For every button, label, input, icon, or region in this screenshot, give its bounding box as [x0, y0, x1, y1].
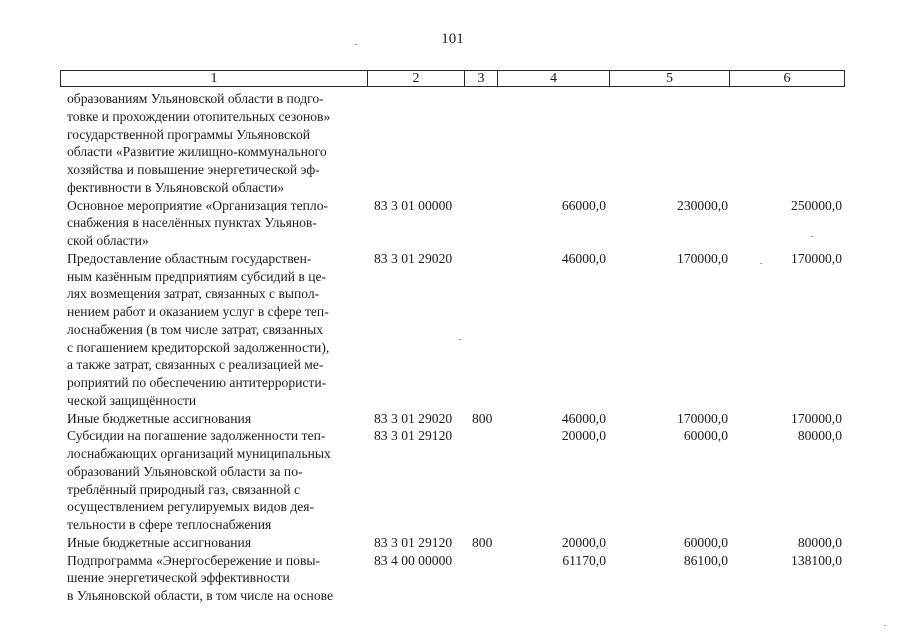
description-line: роприятий по обеспечению антитеррористи- — [67, 375, 327, 390]
description-line: лоснабжающих организаций муниципальных — [67, 446, 331, 461]
scan-speck — [459, 339, 461, 340]
row-value-col-6: 138100,0 — [791, 552, 842, 568]
row-description — [67, 90, 363, 197]
row-code: 83 3 01 29020 — [374, 410, 453, 426]
row-value-col-5: 170000,0 — [677, 250, 728, 266]
description-line: товке и прохождении отопительных сезонов» — [67, 108, 331, 124]
description-line: с погашением кредиторской задолженности), — [67, 339, 330, 355]
description-line: ской области» — [67, 233, 149, 248]
row-value-col-4: 61170,0 — [562, 552, 606, 568]
page-number: 101 — [441, 31, 464, 47]
row-value-col-6: 250000,0 — [791, 197, 842, 213]
description-line: а также затрат, связанных с реализацией ме- — [67, 357, 324, 373]
row-value-col-5: 170000,0 — [677, 410, 728, 426]
description-line: Иные бюджетные ассигнования — [67, 534, 252, 550]
row-code: 83 3 01 00000 — [374, 197, 453, 213]
row-description — [67, 534, 363, 552]
header-cell-col-2: 2 — [367, 71, 464, 86]
header-cell-col-3: 3 — [464, 71, 497, 86]
row-code: 83 3 01 29120 — [374, 428, 453, 444]
row-value-col-6: 170000,0 — [791, 250, 842, 266]
row-value-col-4: 46000,0 — [561, 410, 606, 426]
row-code: 83 3 01 29120 — [374, 534, 453, 550]
description-line: Основное мероприятие «Организация тепло- — [67, 197, 329, 213]
scan-speck — [355, 44, 357, 45]
row-value-col-5: 86100,0 — [683, 552, 728, 568]
description-line: Субсидии на погашение задолженности теп- — [67, 428, 326, 444]
description-line: шение энергетической эффективности — [67, 570, 290, 586]
row-value-col-6: 170000,0 — [791, 410, 842, 426]
description-line: снабжения в населённых пунктах Ульянов- — [67, 215, 317, 231]
row-expense-type: 800 — [472, 534, 493, 550]
row-value-col-5: 60000,0 — [683, 428, 728, 444]
row-value-col-5: 230000,0 — [677, 197, 728, 213]
header-cell-col-6: 6 — [729, 71, 844, 86]
row-description — [67, 427, 363, 534]
description-line: лоснабжения (в том числе затрат, связанных — [67, 321, 324, 337]
description-line: осуществлением регулируемых видов дея- — [67, 499, 315, 515]
row-expense-type: 800 — [472, 410, 493, 426]
description-line: Предоставление областным государствен- — [67, 250, 312, 266]
row-description — [67, 197, 363, 250]
description-line: лях возмещения затрат, связанных с выпол- — [67, 286, 320, 302]
row-value-col-4: 20000,0 — [561, 428, 606, 444]
description-line: образований Ульяновской области за по- — [67, 463, 303, 479]
table-row — [0, 552, 905, 605]
header-cell-col-1: 1 — [210, 71, 218, 86]
row-value-col-4: 46000,0 — [561, 250, 606, 266]
row-code: 83 4 00 00000 — [374, 552, 453, 568]
table-row — [0, 90, 905, 197]
description-line: фективности в Ульяновской области» — [67, 179, 285, 195]
description-line: хозяйства и повышение энергетической эф- — [67, 162, 320, 177]
table-body — [0, 90, 905, 605]
description-line: области «Развитие жилищно-коммунального — [67, 144, 327, 160]
scan-speck — [811, 236, 813, 237]
description-line: образованиям Ульяновской области в подго- — [67, 91, 324, 106]
row-value-col-6: 80000,0 — [797, 428, 842, 444]
description-line: нением работ и оказанием услуг в сфере теп- — [67, 304, 329, 319]
description-line: в Ульяновской области, в том числе на основе — [67, 588, 334, 603]
description-line: ным казённым предприятиям субсидий в це- — [67, 268, 327, 284]
scan-speck — [884, 625, 886, 626]
header-cell-col-4: 4 — [497, 71, 609, 86]
row-description — [67, 250, 363, 410]
table-row — [0, 250, 905, 410]
row-value-col-4: 20000,0 — [561, 534, 606, 550]
row-value-col-6: 80000,0 — [797, 534, 842, 550]
row-code: 83 3 01 29020 — [374, 250, 453, 266]
scan-speck — [760, 263, 762, 264]
table-row — [0, 197, 905, 250]
header-cell-col-5: 5 — [609, 71, 729, 86]
table-row — [0, 534, 905, 552]
description-line: ческой защищённости — [67, 392, 197, 408]
row-value-col-5: 60000,0 — [683, 534, 728, 550]
table-header-row — [60, 70, 845, 87]
description-line: тельности в сфере теплоснабжения — [67, 517, 272, 532]
row-description — [67, 552, 363, 605]
description-line: государственной программы Ульяновской — [67, 126, 311, 142]
description-line: Подпрограмма «Энергосбережение и повы- — [67, 552, 321, 568]
table-row — [0, 427, 905, 534]
description-line: треблённый природный газ, связанной с — [67, 481, 300, 497]
row-value-col-4: 66000,0 — [561, 197, 606, 213]
row-description — [67, 410, 363, 428]
table-row — [0, 410, 905, 428]
description-line: Иные бюджетные ассигнования — [67, 410, 252, 426]
